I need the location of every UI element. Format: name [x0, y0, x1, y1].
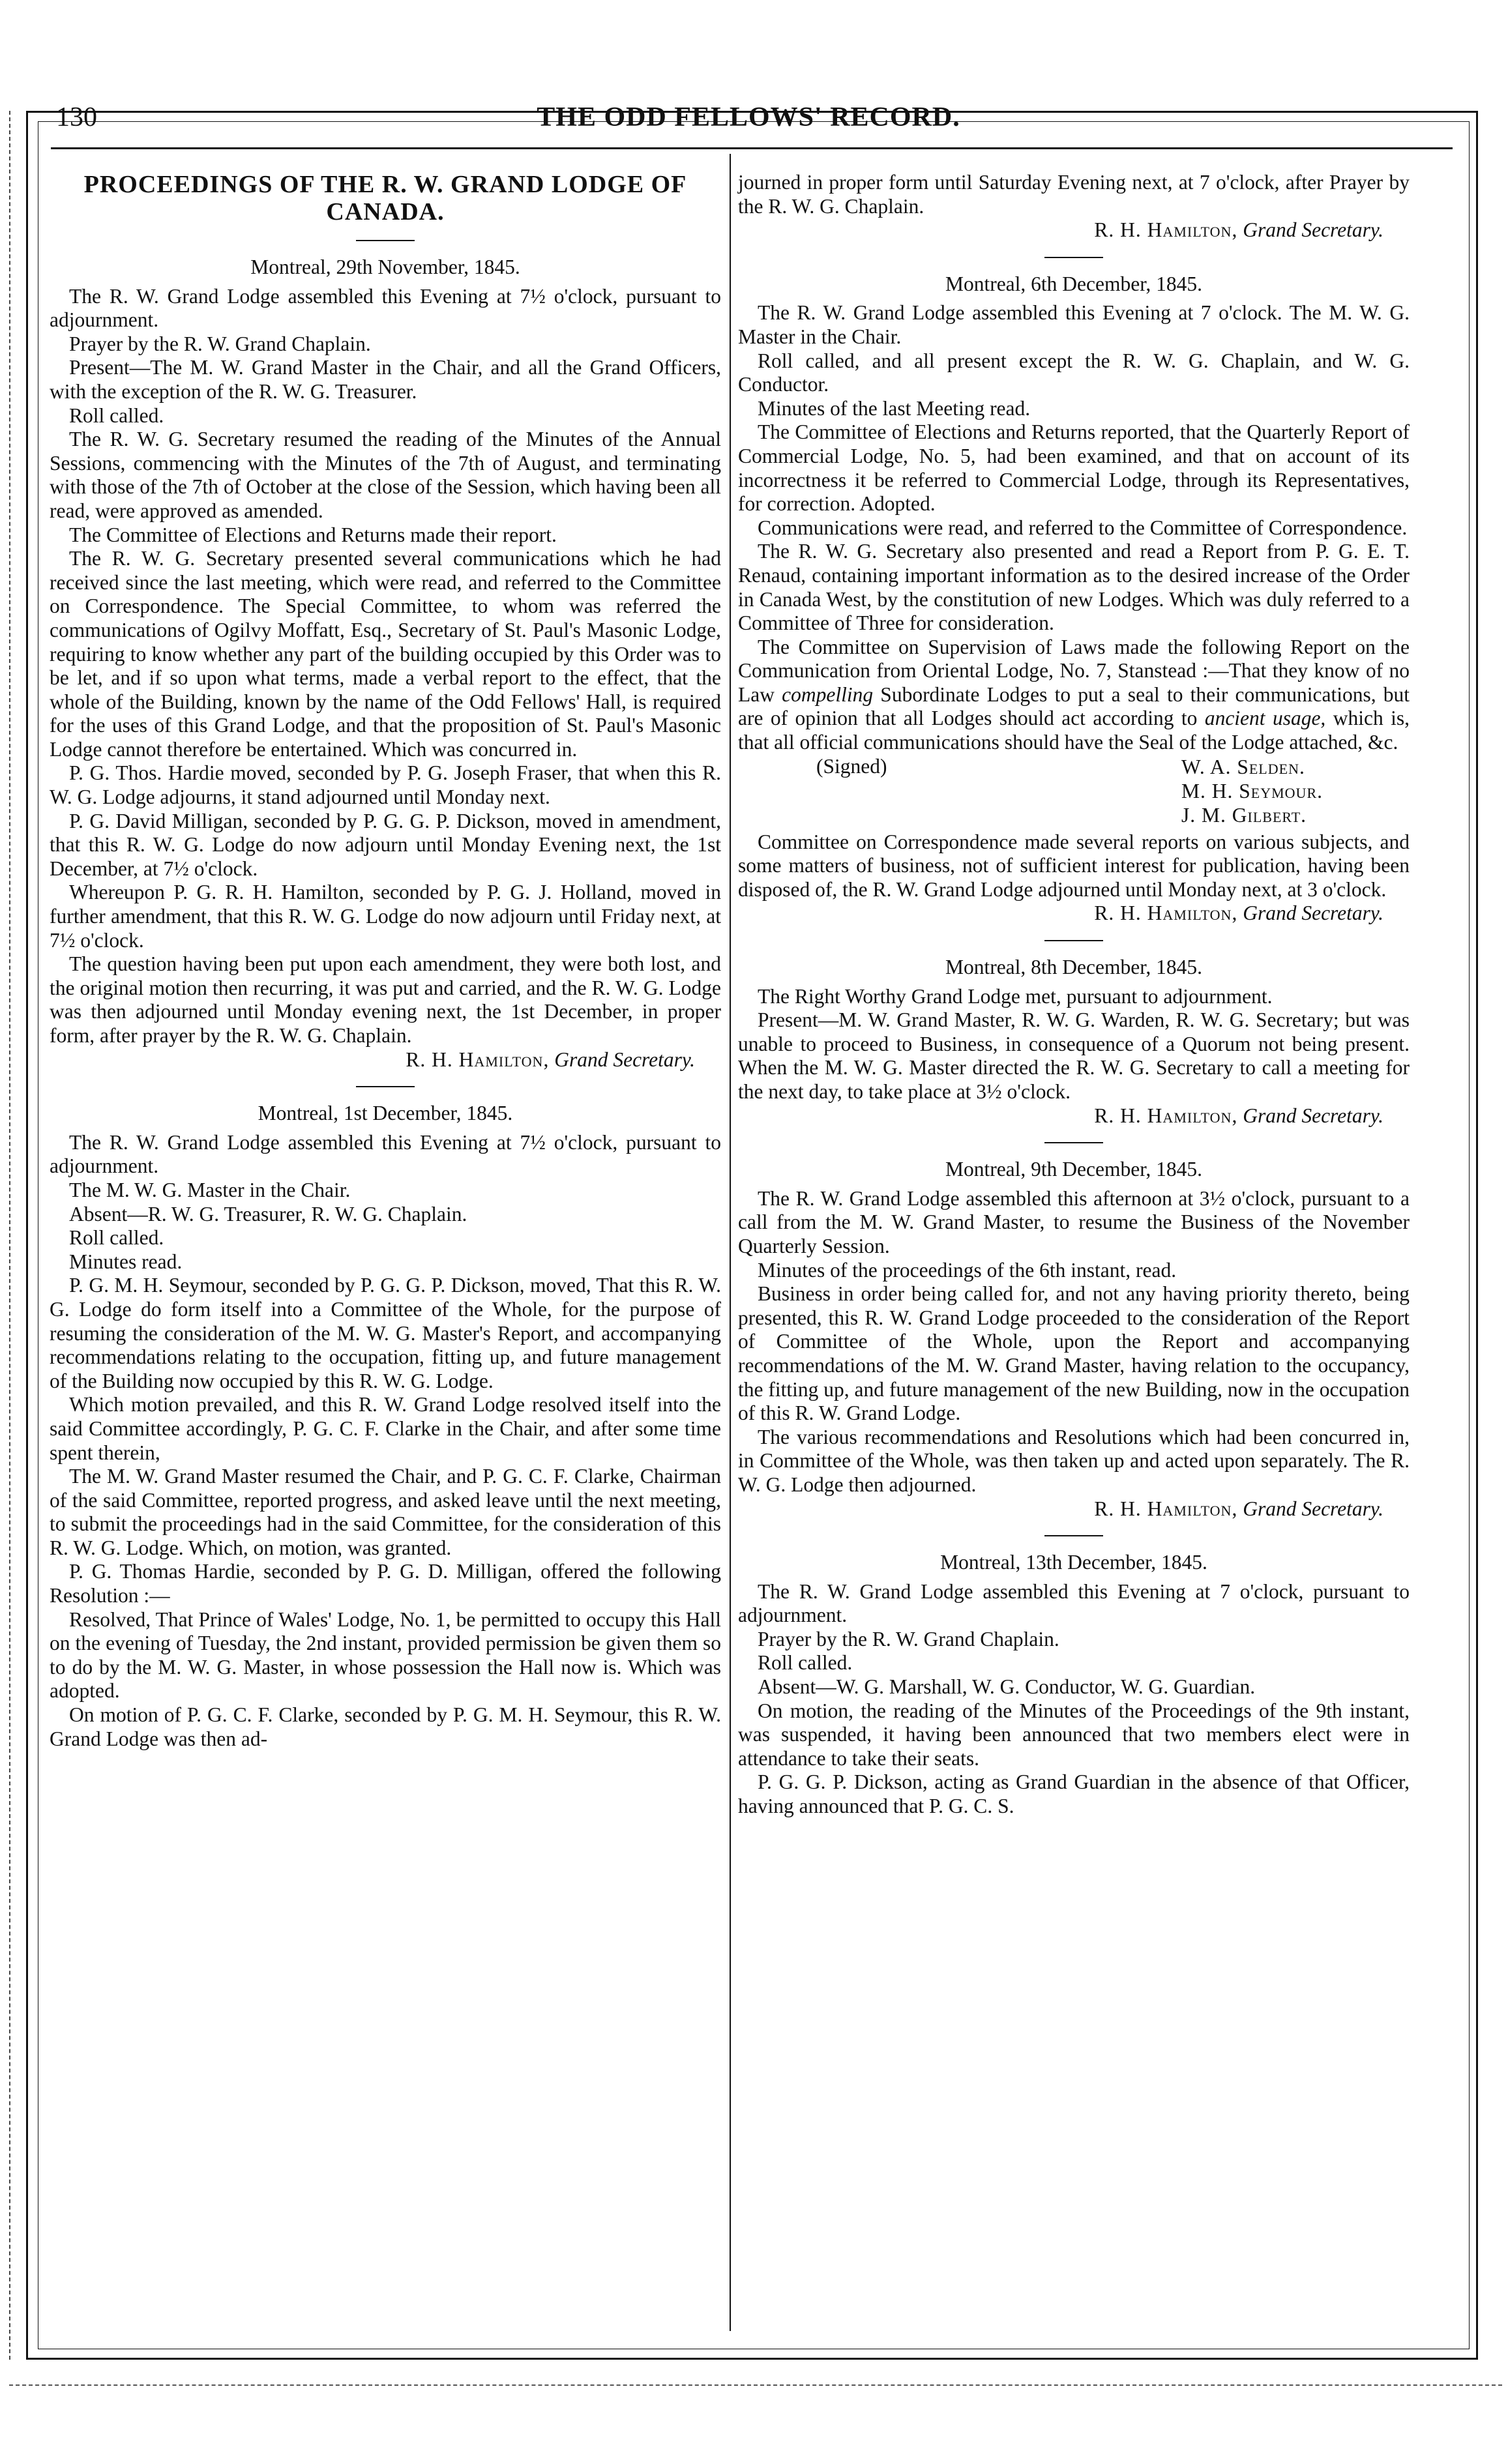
paragraph: The R. W. G. Secretary presented several communications which he had received since the last meeting, which were read, and referred to the Committee on Correspondence. The Special Committee, to whom was referred the communications of Ogilvy Moffatt, Esq., Secretary of St. Paul's Masonic Lodge, requiring to know whether any part of the building occupied by this Order was to be let, and if so upon what terms, made a verbal report to the effect, that the whole of the Building, known by the name of the Odd Fellows' Hall, is required for the uses of this Grand Lodge, and that the proposition of St. Paul's Masonic Lodge cannot therefore be entertained. Which was concurred in.	[50, 547, 721, 761]
signature	[738, 902, 1410, 926]
paragraph: The R. W. Grand Lodge assembled this Evening at 7 o'clock. The M. W. G. Master in the Chair.	[738, 301, 1410, 348]
right-column	[738, 171, 1410, 1819]
signatory-title: Grand Secretary.	[1243, 218, 1383, 242]
paragraph: Business in order being called for, and not any having priority thereto, being presented, this R. W. Grand Lodge proceeded to the consideration of the Report of Committee of the Whole, upon the Report and accompanying recommendations of the M. W. Grand Master, having relation to the occupancy, the fitting up, and future management of the new Building, now in the occupation of this R. W. Grand Lodge.	[738, 1282, 1410, 1425]
paragraph: P. G. G. P. Dickson, acting as Grand Guardian in the absence of that Officer, having announced that P. G. C. S.	[738, 1770, 1410, 1818]
italic-run: compelling	[782, 682, 874, 706]
signature	[738, 218, 1410, 242]
signatories	[1181, 755, 1323, 827]
paragraph: Present—M. W. Grand Master, R. W. G. Warden, R. W. G. Secretary; but was unable to proceed to Business, in consequence of a Quorum not being present. When the M. W. G. Master directed the R. W. G. Secretary to call a meeting for the next day, to take place at 3½ o'clock.	[738, 1008, 1410, 1103]
signatory-name: W. A. Selden.	[1181, 755, 1305, 778]
paragraph: The R. W. Grand Lodge assembled this Evening at 7 o'clock, pursuant to adjournment.	[738, 1579, 1410, 1627]
paragraph: The R. W. G. Secretary also presented and read a Report from P. G. E. T. Renaud, containing important information as to the desired increase of the Order in Canada West, by the constitution of new Lodges. Which was duly referred to a Committee of Three for consideration.	[738, 540, 1410, 635]
paragraph: On motion of P. G. C. F. Clarke, seconded by P. G. M. H. Seymour, this R. W. Grand Lodge was then ad-	[50, 1703, 721, 1750]
signatory-title: Grand Secretary.	[1243, 1104, 1383, 1127]
page-number: 130	[56, 102, 97, 132]
paragraph: P. G. Thomas Hardie, seconded by P. G. D. Milligan, offered the following Resolution :—	[50, 1560, 721, 1607]
running-head	[51, 102, 1446, 138]
paragraph: Minutes of the proceedings of the 6th instant, read.	[758, 1258, 1177, 1282]
signatory-name: R. H. Hamilton,	[406, 1048, 550, 1071]
minutes-13-december	[738, 1580, 1410, 1819]
signature	[738, 1497, 1410, 1521]
minutes-6-december	[738, 301, 1410, 902]
paragraph: The R. W. G. Secretary resumed the reading of the Minutes of the Annual Sessions, commencing with the Minutes of the 7th of August, and terminating with those of the 7th of October at the close of the Session, which having been all read, were approved as amended.	[50, 428, 721, 522]
section-rule	[1044, 1142, 1103, 1143]
dateline: Montreal, 8th December, 1845.	[945, 956, 1203, 979]
paragraph: The R. W. Grand Lodge assembled this afternoon at 3½ o'clock, pursuant to a call from the M. W. Grand Master, to resume the Business of the November Quarterly Session.	[738, 1186, 1410, 1257]
paragraph: The Right Worthy Grand Lodge met, pursuant to adjournment.	[758, 984, 1273, 1008]
paragraph: Communications were read, and referred to the Committee of Correspondence.	[758, 516, 1408, 539]
paragraph: Roll called.	[758, 1651, 853, 1675]
paragraph: The M. W. Grand Master resumed the Chair, and P. G. C. F. Clarke, Chairman of the said Committee, reported progress, and asked leave until the next meeting, to submit the proceedings had in the said Committee, for the consideration of this R. W. G. Lodge. Which, on motion, was granted.	[50, 1465, 721, 1559]
dateline: Montreal, 9th December, 1845.	[945, 1158, 1203, 1181]
signatory-name: R. H. Hamilton,	[1094, 1104, 1238, 1127]
paragraph: Resolved, That Prince of Wales' Lodge, No. 1, be permitted to occupy this Hall on the evening of Tuesday, the 2nd instant, provided permission be given them so to do by the M. W. G. Master, in whose possession the Hall now is. Which was adopted.	[50, 1607, 721, 1703]
signed-block	[738, 755, 1410, 830]
dateline: Montreal, 13th December, 1845.	[940, 1551, 1207, 1574]
paragraph: journed in proper form until Saturday Evening next, at 7 o'clock, after Prayer by the R. W. G. Chaplain.	[738, 171, 1410, 218]
paragraph: Prayer by the R. W. Grand Chaplain.	[69, 332, 371, 355]
signatory-name: R. H. Hamilton,	[1094, 902, 1238, 925]
laws-report-paragraph	[738, 636, 1410, 755]
paragraph: The R. W. Grand Lodge assembled this Evening at 7½ o'clock, pursuant to adjournment.	[50, 1130, 721, 1178]
paragraph: The various recommendations and Resolutions which had been concurred in, in Committee of the Whole, was then taken up and acted upon separately. The R. W. G. Lodge then adjourned.	[738, 1425, 1410, 1496]
paragraph: Absent—R. W. G. Treasurer, R. W. G. Chaplain.	[69, 1202, 467, 1225]
text-run: The Committee on Supervision of Laws made the following Report on the Communication from Oriental Lodge, No. 7, Stanstead :—That they know of no Law	[738, 635, 1410, 706]
signatory-title: Grand Secretary.	[554, 1048, 695, 1071]
section-rule	[1044, 257, 1103, 258]
column-divider	[730, 154, 731, 2331]
paragraph: The M. W. G. Master in the Chair.	[69, 1178, 351, 1201]
section-rule	[1044, 940, 1103, 941]
signatory-name: R. H. Hamilton,	[1094, 1497, 1238, 1520]
paragraph: Roll called.	[69, 1226, 164, 1250]
paragraph: Whereupon P. G. R. H. Hamilton, seconded by P. G. J. Holland, moved in further amendment, that this R. W. G. Lodge do now adjourn until Friday next, at 7½ o'clock.	[50, 881, 721, 952]
paragraph: Minutes of the last Meeting read.	[758, 396, 1031, 420]
signatory-title: Grand Secretary.	[1243, 1497, 1383, 1520]
paragraph: Roll called, and all present except the R. W. G. Chaplain, and W. G. Conductor.	[738, 349, 1410, 396]
section-rule	[1044, 1535, 1103, 1536]
dateline: Montreal, 1st December, 1845.	[258, 1102, 513, 1125]
signed-label: (Signed)	[816, 754, 887, 778]
paragraph: P. G. M. H. Seymour, seconded by P. G. G. P. Dickson, moved, That this R. W. G. Lodge do form itself into a Committee of the Whole, for the purpose of resuming the consideration of the M. W. G. Master's Report, and accompanying recommendations relating to the occupation, fitting up, and future management of the Building now occupied by this R. W. G. Lodge.	[50, 1274, 721, 1392]
paragraph: Roll called.	[69, 403, 164, 427]
paragraph: Present—The M. W. Grand Master in the Chair, and all the Grand Officers, with the exception of the R. W. G. Treasurer.	[50, 356, 721, 403]
paragraph: Committee on Correspondence made several reports on various subjects, and some matters of business, not of sufficient interest for publication, having been disposed of, the R. W. Grand Lodge adjourned until Monday next, at 3 o'clock.	[738, 830, 1410, 901]
paragraph: The question having been put upon each amendment, they were both lost, and the original motion then recurring, it was put and carried, and the R. W. G. Lodge was then adjourned until Monday evening next, the 1st December, in proper form, after prayer by the R. W. G. Chaplain.	[50, 952, 721, 1047]
paragraph: On motion, the reading of the Minutes of the Proceedings of the 9th instant, was suspended, it having been announced that two members elect were in attendance to take their seats.	[738, 1699, 1410, 1770]
signature	[50, 1048, 721, 1072]
paragraph: P. G. David Milligan, seconded by P. G. G. P. Dickson, moved in amendment, that this R. W. G. Lodge do now adjourn until Monday Evening next, the 1st December, at 7½ o'clock.	[50, 809, 721, 880]
minutes-29-november	[50, 285, 721, 1048]
signatory-name: R. H. Hamilton,	[1094, 218, 1238, 242]
journal-title: THE ODD FELLOWS' RECORD.	[537, 102, 960, 132]
section-rule	[356, 1086, 415, 1087]
signatory-name: J. M. Gilbert.	[1181, 803, 1307, 827]
dateline: Montreal, 6th December, 1845.	[945, 272, 1203, 295]
paragraph: Which motion prevailed, and this R. W. Grand Lodge resolved itself into the said Committee accordingly, P. G. C. F. Clarke in the Chair, and after some time spent therein,	[50, 1393, 721, 1464]
signatory-name: M. H. Seymour.	[1181, 779, 1323, 802]
paragraph: The Committee of Elections and Returns made their report.	[69, 523, 557, 546]
signatory-title: Grand Secretary.	[1243, 902, 1383, 925]
article-heading: PROCEEDINGS OF THE R. W. GRAND LODGE OF CANADA.	[83, 171, 687, 226]
paragraph: P. G. Thos. Hardie moved, seconded by P. G. Joseph Fraser, that when this R. W. G. Lodge adjourns, it stand adjourned until Monday next.	[50, 761, 721, 809]
paragraph: The R. W. Grand Lodge assembled this Evening at 7½ o'clock, pursuant to adjournment.	[50, 284, 721, 332]
text-run: Subordinate Lodges to put a seal to their communications, but are of opinion that all Lodges should act according to	[738, 682, 1410, 730]
minutes-8-december	[738, 985, 1410, 1104]
left-column	[50, 171, 721, 1751]
signature	[738, 1104, 1410, 1128]
text-run: which is, that all official communications should have the Seal of the Lodge attached, &c.	[738, 707, 1410, 754]
dateline: Montreal, 29th November, 1845.	[250, 256, 520, 278]
page-edge-bottom	[9, 2384, 1502, 2386]
paragraph: Absent—W. G. Marshall, W. G. Conductor, W. G. Guardian.	[758, 1675, 1256, 1699]
section-rule	[356, 240, 415, 241]
page-edge-left	[9, 111, 13, 2360]
header-rule	[51, 147, 1453, 149]
minutes-1-december	[50, 1131, 721, 1751]
minutes-9-december	[738, 1187, 1410, 1497]
italic-run: ancient usage,	[1204, 707, 1326, 730]
paragraph: The Committee of Elections and Returns reported, that the Quarterly Report of Commercial Lodge, No. 5, had been examined, and that on account of its incorrectness it be referred to Commercial Lodge, through its Representatives, for correction. Adopted.	[738, 420, 1410, 516]
paragraph: Minutes read.	[69, 1250, 183, 1273]
paragraph: Prayer by the R. W. Grand Chaplain.	[758, 1627, 1059, 1650]
